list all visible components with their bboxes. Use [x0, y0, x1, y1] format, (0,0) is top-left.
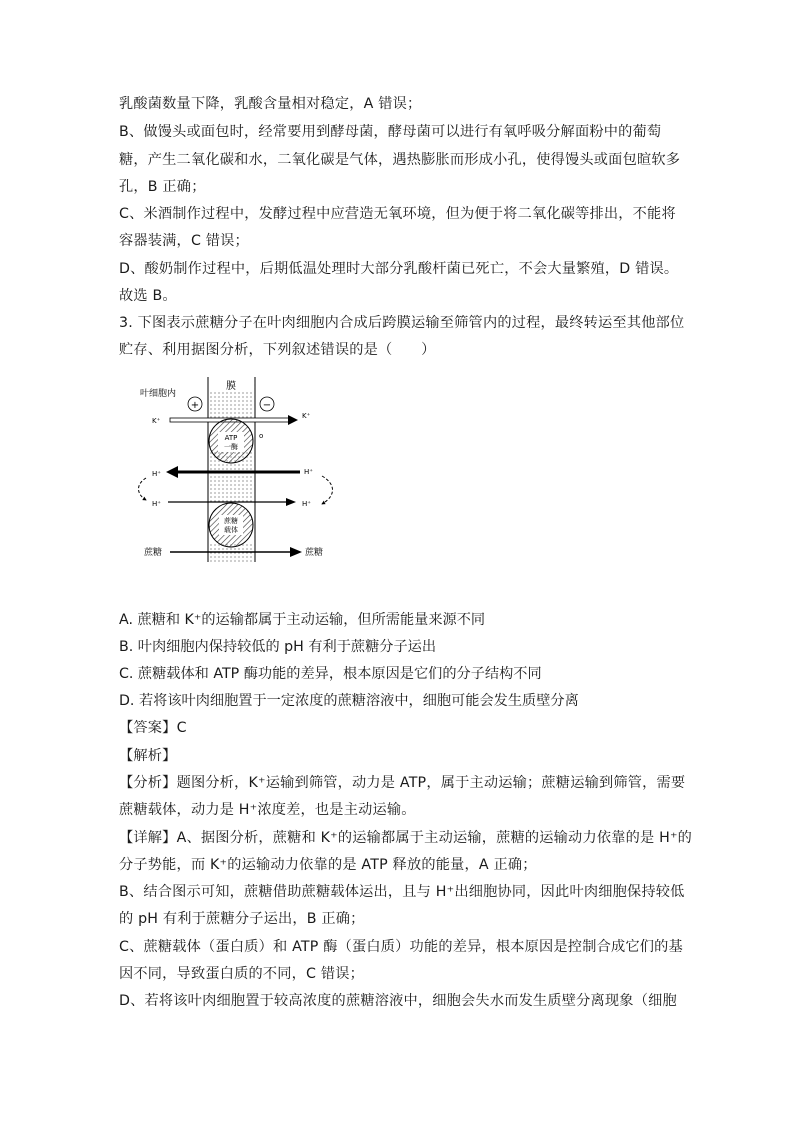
dashed-cycle-left [139, 478, 147, 500]
detail-line: 的 pH 有利于蔗糖分子运出，B 正确； [119, 911, 365, 927]
paragraph-line: C、米酒制作过程中，发酵过程中应营造无氧环境，但为便于将二氧化碳等排出，不能将 [119, 206, 676, 222]
k-label-right: K⁺ [302, 412, 311, 420]
membrane-label: 膜 [226, 381, 236, 392]
detail-line: 分子势能，而 K⁺的运输动力依靠的是 ATP 释放的能量，A 正确； [119, 857, 537, 873]
detail-line: C、蔗糖载体（蛋白质）和 ATP 酶（蛋白质）功能的差异，根本原因是控制合成它们的基 [119, 939, 683, 955]
option-b: B. 叶肉细胞内保持较低的 pH 有利于蔗糖分子运出 [119, 639, 437, 655]
transport-diagram [138, 372, 358, 567]
detail-line [119, 828, 692, 848]
option-c: C. 蔗糖载体和 ATP 酶功能的差异，根本原因是它们的分子结构不同 [119, 666, 542, 682]
option-d: D. 若将该叶肉细胞置于一定浓度的蔗糖溶液中，细胞可能会发生质壁分离 [119, 693, 579, 709]
sucrose-label-left: 蔗糖 [144, 548, 163, 558]
detail-label: 【详解】 [119, 830, 177, 846]
analysis-text: 题图分析，K⁺运输到筛管，动力是 ATP，属于主动运输；蔗糖运输到筛管，需要 [176, 775, 686, 791]
cell-label: 叶细胞内 [140, 389, 177, 399]
carrier-label: 载体 [224, 526, 238, 534]
analysis-header: 【解析】 [119, 748, 177, 764]
answer-line [119, 718, 187, 738]
plus-sign: + [190, 400, 200, 411]
detail-line: D、若将该叶肉细胞置于较高浓度的蔗糖溶液中，细胞会失水而发生质壁分离现象（细胞 [119, 993, 677, 1009]
answer-value: C [176, 720, 187, 736]
analysis-line: 蔗糖载体，动力是 H⁺浓度差，也是主动运输。 [119, 802, 416, 818]
carrier-label: 蔗糖 [224, 517, 238, 525]
answer-label: 【答案】 [119, 720, 177, 736]
paragraph-line: 容器装满，C 错误； [119, 233, 249, 249]
paragraph-line: 故选 B。 [119, 288, 177, 304]
h-label-top-right: H⁺ [304, 468, 313, 476]
question-stem: 贮存、利用据图分析，下列叙述错误的是（ ） [119, 342, 436, 358]
h-label-bottom-right: H⁺ [302, 500, 311, 508]
option-a: A. 蔗糖和 K⁺的运输都属于主动运输，但所需能量来源不同 [119, 612, 486, 628]
question-stem: 3. 下图表示蔗糖分子在叶肉细胞内合成后跨膜运输至筛管内的过程，最终转运至其他部位 [119, 315, 685, 331]
sucrose-label-right: 蔗糖 [305, 548, 324, 558]
paragraph-line: 乳酸菌数量下降，乳酸含量相对稳定，A 错误； [119, 96, 422, 112]
analysis-line [119, 773, 685, 793]
detail-line: B、结合图示可知，蔗糖借助蔗糖载体运出，且与 H⁺出细胞协同，因此叶肉细胞保持较低 [119, 884, 685, 900]
h-label-top-left: H⁺ [152, 470, 161, 478]
paragraph-line: 糖，产生二氧化碳和水，二氧化碳是气体，遇热膨胀而形成小孔，使得馒头或面包暄软多 [119, 152, 681, 168]
analysis-label: 【分析】 [119, 775, 177, 791]
k-label-left: K⁺ [152, 417, 161, 425]
detail-line: 因不同，导致蛋白质的不同，C 错误； [119, 966, 365, 982]
dashed-cycle-right [322, 476, 333, 504]
minus-sign: − [262, 400, 272, 411]
paragraph-line: 孔，B 正确； [119, 179, 206, 195]
paragraph-line: B、做馒头或面包时，经常要用到酵母菌，酵母菌可以进行有氧呼吸分解面粉中的葡萄 [119, 124, 662, 140]
atp-label: ATP [224, 434, 238, 442]
detail-text: A、据图分析，蔗糖和 K⁺的运输都属于主动运输，蔗糖的运输动力依靠的是 H⁺的 [176, 830, 693, 846]
h-label-bottom-left: H⁺ [152, 500, 161, 508]
paragraph-line: D、酸奶制作过程中，后期低温处理时大部分乳酸杆菌已死亡，不会大量繁殖，D 错误。 [119, 261, 679, 277]
dot-mark: o [259, 432, 264, 440]
enzyme-label: 一酶 [224, 443, 238, 451]
